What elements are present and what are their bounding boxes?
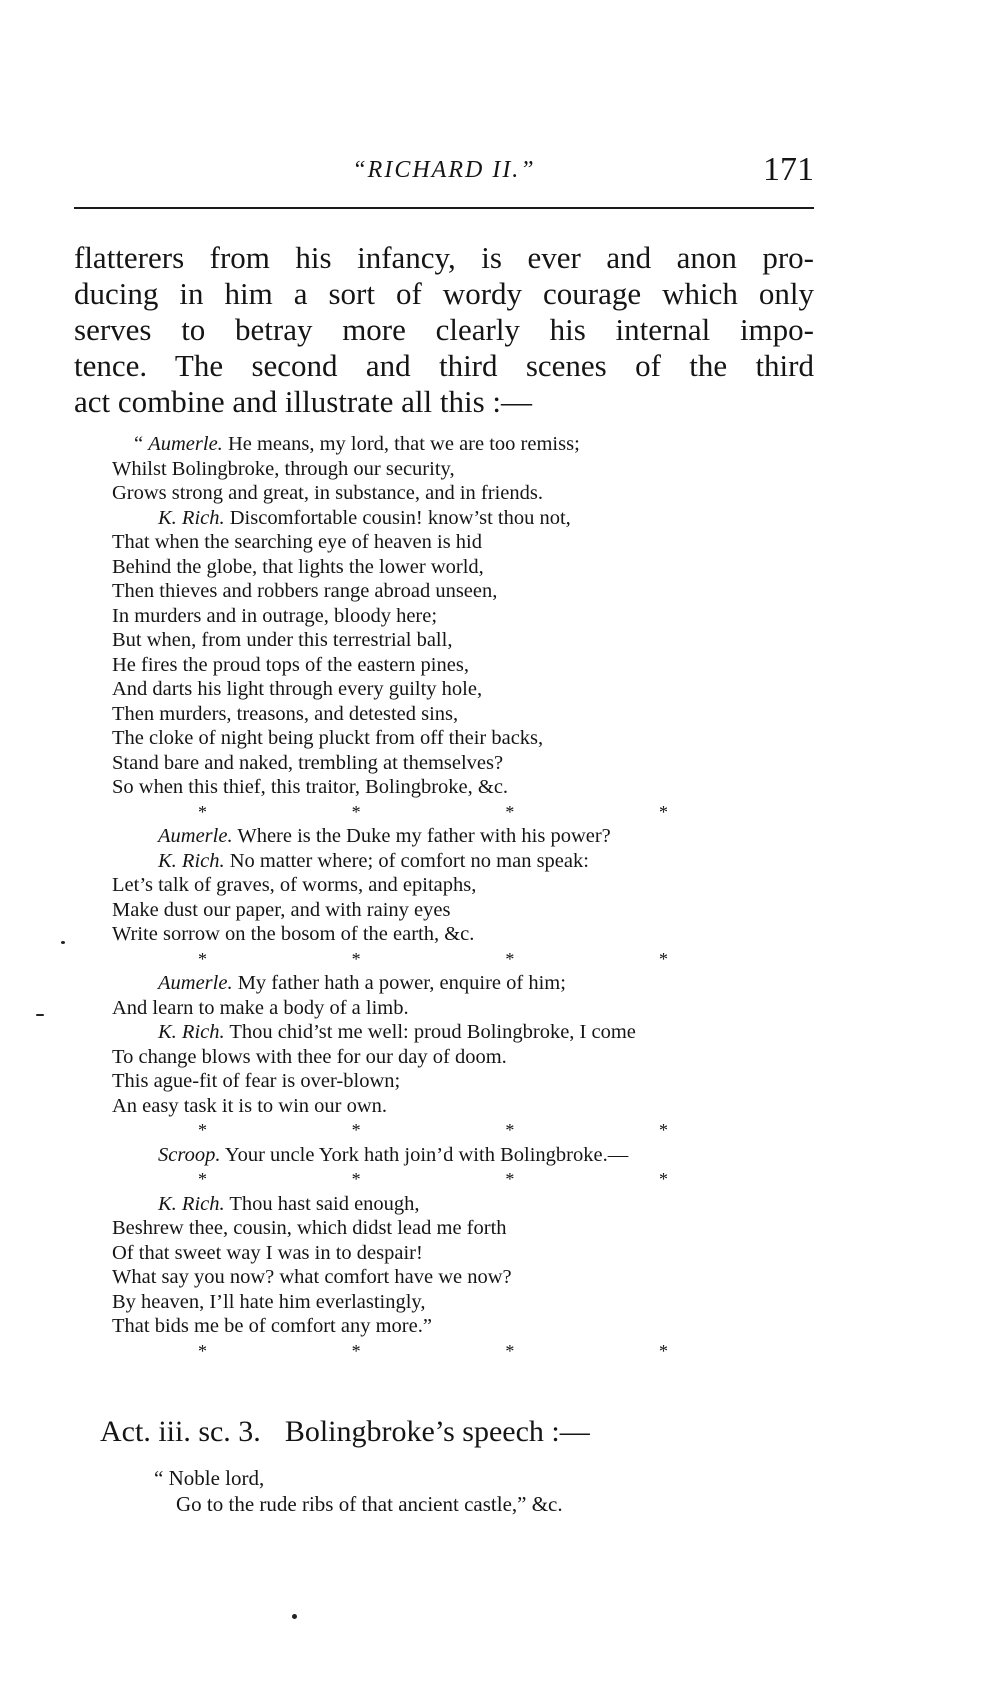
block-quotation	[112, 432, 812, 1363]
verse-line	[112, 824, 812, 849]
prose-line: serves to betray more clearly his internal impo-	[74, 312, 814, 347]
speech-text: Thou hast said enough,	[229, 1192, 420, 1215]
verse-line: Whilst Bolingbroke, through our security,	[112, 457, 455, 480]
verse-line: That when the searching eye of heaven is hid	[112, 531, 483, 553]
print-speck	[61, 941, 65, 944]
speech-text: Where is the Duke my father with his power?	[237, 825, 611, 847]
star: *	[198, 1169, 207, 1189]
verse-line: Stand bare and naked, trembling at themselves?	[112, 751, 504, 774]
print-speck	[36, 1014, 44, 1016]
verse-line: And darts his light through every guilty hole,	[112, 678, 483, 700]
star: *	[505, 1169, 515, 1189]
star: *	[658, 1120, 668, 1140]
speech-text: Discomfortable cousin! know’st thou not,	[229, 506, 571, 529]
ellipsis-stars	[198, 1167, 668, 1192]
speaker-name: Aumerle.	[158, 825, 233, 847]
star: *	[505, 1120, 515, 1140]
star: *	[198, 1340, 207, 1361]
verse-line: But when, from under this terrestrial ball,	[112, 629, 453, 651]
act-caption: Bolingbroke’s speech :—	[284, 1415, 590, 1448]
star: *	[505, 801, 515, 822]
verse-line: Let’s talk of graves, of worms, and epitaphs,	[112, 874, 477, 896]
verse-line: In murders and in outrage, bloody here;	[112, 604, 438, 627]
star: *	[351, 1169, 361, 1189]
verse-line: Then thieves and robbers range abroad unseen,	[112, 580, 498, 602]
verse-line: The cloke of night being pluckt from off their backs,	[112, 727, 544, 749]
prose-line: tence. The second and third scenes of the third	[74, 348, 814, 383]
body-paragraph	[74, 240, 814, 420]
running-head	[74, 150, 814, 190]
verse-line: Make dust our paper, and with rainy eyes	[112, 898, 451, 921]
verse-line: And learn to make a body of a limb.	[112, 996, 409, 1019]
speech-text: He means, my lord, that we are too remiss;	[227, 433, 580, 455]
verse-line: Behind the globe, that lights the lower world,	[112, 555, 484, 578]
verse-line: That bids me be of comfort any more.”	[112, 1315, 432, 1337]
verse-line: Go to the rude ribs of that ancient castle,” &c.	[176, 1492, 563, 1516]
closing-quotation	[154, 1465, 794, 1517]
speaker-name: K. Rich.	[158, 1192, 225, 1215]
prose-line: ducing in him a sort of wordy courage which only	[74, 276, 814, 311]
star: *	[351, 948, 361, 969]
ellipsis-stars	[198, 1118, 668, 1143]
speaker-name: Aumerle.	[158, 972, 233, 994]
verse-line	[112, 1143, 812, 1168]
speech-text: Thou chid’st me well: proud Bolingbroke, I come	[229, 1021, 636, 1043]
act-reference	[100, 1412, 820, 1452]
page-number: 171	[763, 151, 814, 188]
verse-line: What say you now? what comfort have we now?	[112, 1266, 512, 1288]
speech-text: My father hath a power, enquire of him;	[237, 972, 566, 994]
verse-line	[112, 849, 812, 874]
ellipsis-stars	[198, 800, 668, 825]
verse-line: Grows strong and great, in substance, and in friends.	[112, 482, 543, 504]
act-scene-ref: Act. iii. sc. 3.	[100, 1415, 261, 1448]
star: *	[658, 948, 668, 969]
star: *	[658, 1169, 668, 1189]
prose-line: act combine and illustrate all this :—	[74, 384, 532, 419]
star: *	[198, 1120, 207, 1140]
speaker-name: K. Rich.	[158, 1021, 225, 1043]
header-rule	[74, 207, 814, 209]
speaker-name: K. Rich.	[158, 506, 225, 529]
ellipsis-stars	[198, 1339, 668, 1364]
ellipsis-stars	[198, 947, 668, 972]
verse-line: Write sorrow on the bosom of the earth, &c.	[112, 923, 475, 945]
speech-text: No matter where; of comfort no man speak:	[229, 849, 589, 872]
verse-line	[112, 1020, 812, 1045]
verse-line: Then murders, treasons, and detested sins,	[112, 702, 459, 725]
verse-line: Of that sweet way I was in to despair!	[112, 1241, 423, 1264]
verse-line: This ague-fit of fear is over-blown;	[112, 1070, 401, 1092]
star: *	[505, 1340, 515, 1361]
star: *	[658, 801, 668, 822]
verse-line	[112, 506, 812, 531]
star: *	[351, 1340, 361, 1361]
speaker-name: K. Rich.	[158, 849, 225, 872]
star: *	[658, 1340, 668, 1361]
verse-line: “ Aumerle. He means, my lord, that we are too remiss;	[134, 433, 580, 455]
star: *	[505, 948, 515, 969]
print-speck	[292, 1614, 297, 1619]
verse-line: Beshrew thee, cousin, which didst lead me forth	[112, 1217, 507, 1239]
verse-line	[112, 971, 812, 996]
verse-line: To change blows with thee for our day of doom.	[112, 1045, 507, 1068]
verse-line: By heaven, I’ll hate him everlastingly,	[112, 1290, 426, 1313]
verse-line: So when this thief, this traitor, Bolingbroke, &c.	[112, 776, 509, 798]
speaker-name: Aumerle.	[148, 433, 223, 455]
verse-line: “ Noble lord,	[154, 1466, 265, 1490]
running-title: “RICHARD II.”	[352, 157, 536, 183]
star: *	[198, 948, 207, 969]
star: *	[351, 1120, 361, 1140]
star: *	[351, 801, 361, 822]
speaker-name: Scroop.	[158, 1143, 221, 1166]
verse-line	[112, 1192, 812, 1217]
prose-line: flatterers from his infancy, is ever and anon pro-	[74, 240, 814, 275]
verse-line: He fires the proud tops of the eastern pines,	[112, 653, 469, 676]
speech-text: Your uncle York hath join’d with Bolingbroke.—	[224, 1143, 629, 1166]
verse-line: An easy task it is to win our own.	[112, 1094, 388, 1117]
star: *	[198, 801, 207, 822]
